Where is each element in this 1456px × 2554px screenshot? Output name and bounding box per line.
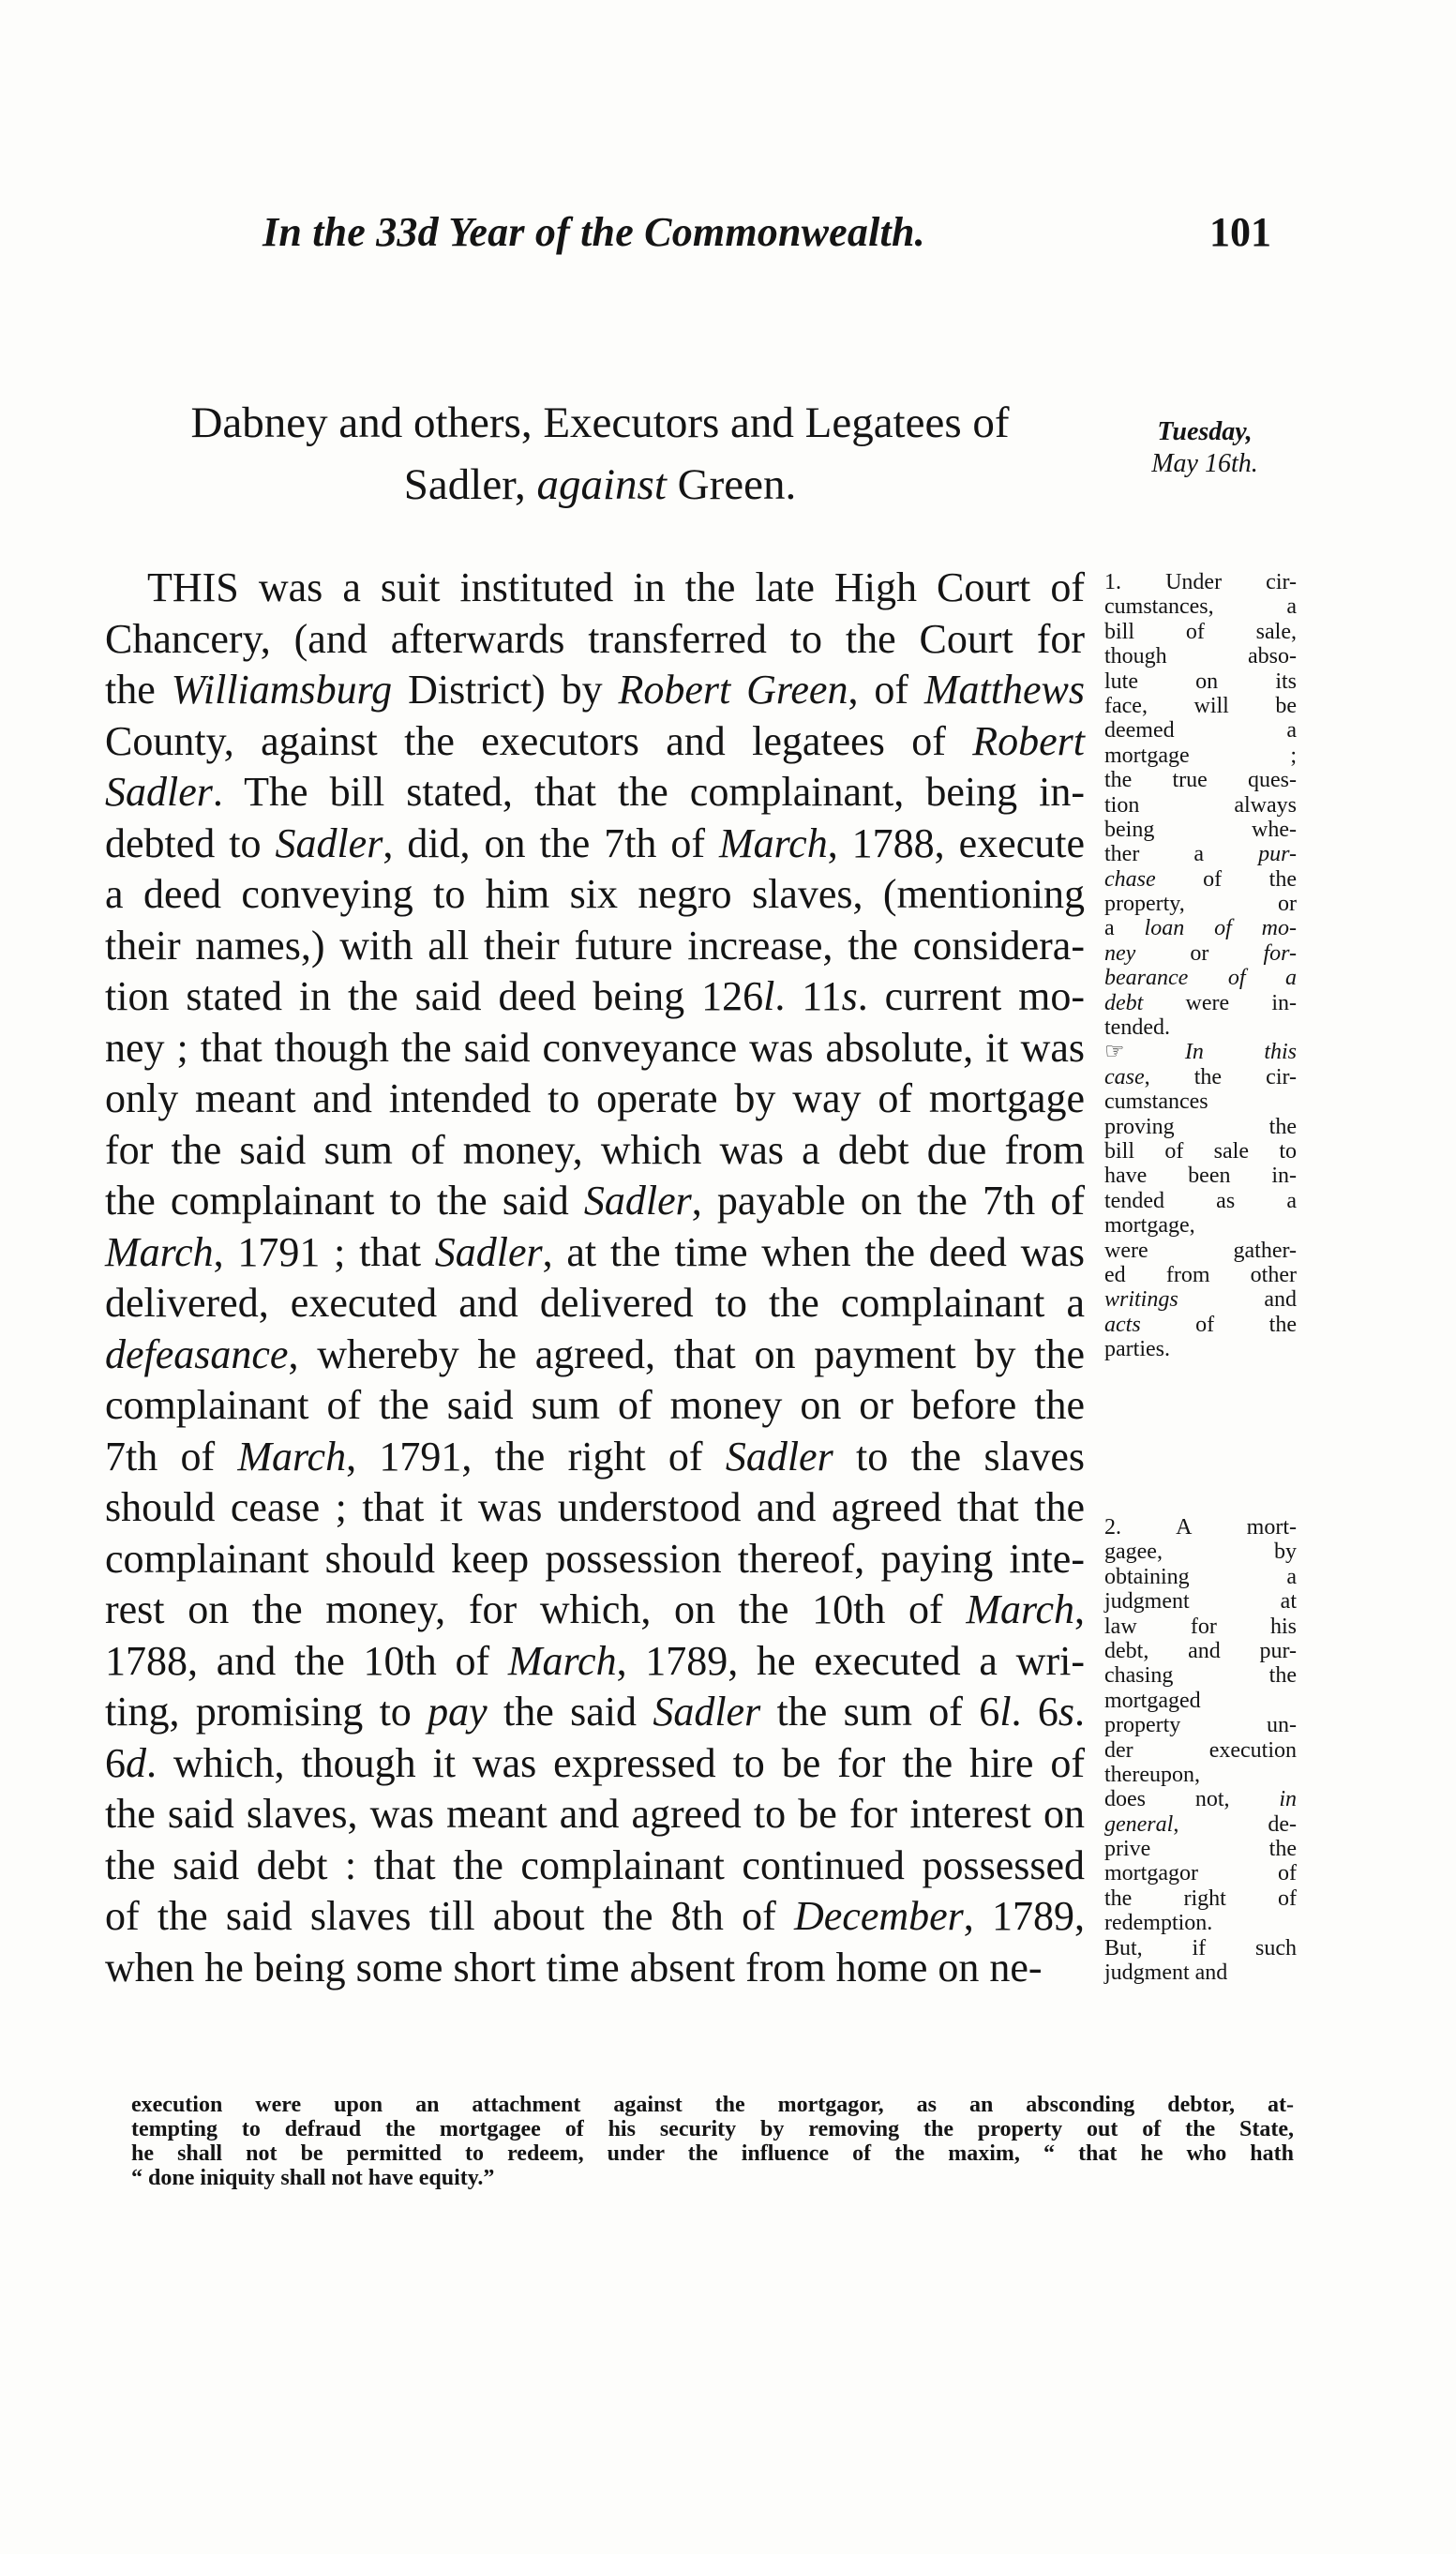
margin-note-line: 1. Under cir- — [1104, 570, 1297, 594]
margin-note-line: tended as a — [1104, 1188, 1297, 1213]
body-line: for the said sum of money, which was a debt due from — [105, 1126, 1085, 1173]
body-line: THIS was a suit instituted in the late High Court of — [147, 564, 1085, 610]
margin-note-line: ed from other — [1104, 1262, 1297, 1287]
margin-note-line: have been in- — [1104, 1164, 1297, 1189]
margin-note-line: bill of sale to — [1104, 1138, 1297, 1164]
margin-note-line: property un- — [1104, 1713, 1297, 1738]
margin-note-line: bearance of a — [1104, 966, 1297, 991]
body-line: complainant of the said sum of money on or before the — [105, 1382, 1085, 1428]
case-title-party: Sadler, — [403, 460, 526, 509]
body-line: Chancery, (and afterwards transferred to the Court for — [105, 615, 1085, 662]
margin-note-line: being whe- — [1104, 817, 1297, 842]
margin-note-line: mortgaged — [1104, 1688, 1201, 1713]
margin-note-line: ☞ In this — [1104, 1040, 1297, 1065]
body-line: the Williamsburg District) by Robert Green, of Matthews — [105, 667, 1085, 713]
margin-note-line: proving the — [1104, 1114, 1297, 1139]
margin-note-line: chasing the — [1104, 1663, 1297, 1689]
body-line: ting, promising to pay the said Sadler the sum of 6l. 6s. — [105, 1689, 1086, 1735]
margin-note-line: gagee, by — [1104, 1540, 1297, 1565]
case-title-against: against — [536, 460, 667, 509]
body-line: County, against the executors and legatees of Robert — [105, 717, 1085, 764]
footnote-line: tempting to defraud the mortgagee of his security by removing the property out of the State, — [131, 2117, 1294, 2141]
margin-note-line: case, the cir- — [1104, 1064, 1297, 1089]
margin-note-line: writings and — [1104, 1287, 1297, 1313]
margin-note-line: mortgagor of — [1104, 1861, 1297, 1886]
body-line: 6d. which, though it was expressed to be for the hire of — [105, 1739, 1085, 1786]
margin-note-line: general, de- — [1104, 1811, 1297, 1837]
body-line: delivered, executed and delivered to the complainant a — [105, 1280, 1085, 1326]
margin-note-line: face, will be — [1104, 693, 1297, 718]
margin-note-line: 2. A mort- — [1104, 1515, 1297, 1540]
margin-note-line: parties. — [1104, 1337, 1170, 1362]
margin-note-line: judgment at — [1104, 1589, 1297, 1615]
margin-note-line: redemption. — [1104, 1911, 1213, 1936]
case-title-line-1: Dabney and others, Executors and Legatees of — [190, 398, 1010, 447]
body-line: Sadler. The bill stated, that the complainant, being in- — [105, 769, 1085, 815]
margin-note-line: obtaining a — [1104, 1564, 1297, 1589]
margin-note-line: judgment and — [1104, 1961, 1228, 1986]
margin-note-line: prive the — [1104, 1837, 1297, 1862]
margin-note-line: cumstances — [1104, 1089, 1208, 1115]
margin-note-line: the true ques- — [1104, 768, 1297, 793]
margin-note-line: lute on its — [1104, 669, 1297, 694]
margin-note-line: mortgage ; — [1104, 743, 1297, 768]
margin-note-line: debt, and pur- — [1104, 1638, 1297, 1663]
body-line: their names,) with all their future increase, the considera- — [105, 922, 1085, 969]
margin-note-line: deemed a — [1104, 718, 1297, 744]
footnote-line: “ done iniquity shall not have equity.” — [131, 2166, 495, 2190]
footnote-line: execution were upon an attachment against the mortgagor, as an absconding debtor, at- — [131, 2093, 1294, 2117]
date-note-day: Tuesday, — [1157, 417, 1253, 446]
body-line: when he being some short time absent from home on ne- — [105, 1944, 1043, 1991]
margin-note-line: tended. — [1104, 1015, 1170, 1041]
margin-note-line: bill of sale, — [1104, 619, 1297, 644]
margin-note-line: der execution — [1104, 1737, 1297, 1763]
body-line: rest on the money, for which, on the 10th of March, — [105, 1586, 1085, 1632]
body-line: 7th of March, 1791, the right of Sadler to the slaves — [105, 1433, 1085, 1480]
margin-note-line: a loan of mo- — [1104, 916, 1297, 941]
body-line: a deed conveying to him six negro slaves, (mentioning — [105, 871, 1085, 917]
body-line: March, 1791 ; that Sadler, at the time when the deed was — [105, 1228, 1085, 1275]
body-line: the said slaves, was meant and agreed to be for interest on — [105, 1791, 1085, 1837]
body-text — [105, 563, 1085, 1993]
margin-note-line: debt were in- — [1104, 990, 1297, 1015]
margin-note-line: though abso- — [1104, 644, 1297, 669]
case-title-line-2 — [131, 454, 1069, 516]
body-line: only meant and intended to operate by way of mortgage — [105, 1075, 1085, 1121]
margin-note-line: acts of the — [1104, 1312, 1297, 1337]
margin-note-2 — [1104, 1515, 1297, 1985]
body-line: the said debt : that the complainant continued possessed — [105, 1841, 1085, 1888]
case-title — [131, 392, 1069, 516]
date-note-date: May 16th. — [1151, 449, 1258, 478]
margin-note-line: chase of the — [1104, 866, 1297, 892]
body-line: of the said slaves till about the 8th of December, 1789, — [105, 1893, 1085, 1939]
body-line: ney ; that though the said conveyance was absolute, it was — [105, 1024, 1085, 1071]
case-title-respondent: Green. — [677, 460, 797, 509]
date-note — [1125, 416, 1284, 480]
margin-note-line: law for his — [1104, 1614, 1297, 1639]
margin-note-line: does not, in — [1104, 1787, 1297, 1812]
margin-note-line: tion always — [1104, 792, 1297, 818]
footnote — [131, 2093, 1294, 2190]
body-line: should cease ; that it was understood and agreed that the — [105, 1484, 1085, 1530]
body-line: tion stated in the said deed being 126l. 11s. current mo- — [105, 973, 1086, 1019]
margin-note-line: ney or for- — [1104, 940, 1297, 966]
margin-note-line: thereupon, — [1104, 1762, 1200, 1787]
margin-note-line: But, if such — [1104, 1935, 1297, 1961]
margin-note-line: property, or — [1104, 892, 1297, 917]
margin-note-line: were gather- — [1104, 1238, 1297, 1263]
body-line: defeasance, whereby he agreed, that on payment by the — [105, 1330, 1085, 1377]
margin-note-line: ther a pur- — [1104, 842, 1297, 867]
body-line: the complainant to the said Sadler, payable on the 7th of — [105, 1178, 1085, 1224]
margin-note-line: mortgage, — [1104, 1213, 1195, 1239]
body-line: 1788, and the 10th of March, 1789, he executed a wri- — [105, 1637, 1085, 1684]
running-title: In the 33d Year of the Commonwealth. — [263, 209, 925, 255]
margin-note-line: cumstances, a — [1104, 594, 1297, 620]
page-number: 101 — [1209, 209, 1271, 255]
margin-note-1 — [1104, 570, 1297, 1362]
body-line: complainant should keep possession thereof, paying inte- — [105, 1535, 1085, 1582]
margin-note-line: the right of — [1104, 1885, 1297, 1911]
footnote-line: he shall not be permitted to redeem, under the influence of the maxim, “ that he who hath — [131, 2141, 1294, 2166]
body-line: debted to Sadler, did, on the 7th of March, 1788, execute — [105, 819, 1085, 866]
